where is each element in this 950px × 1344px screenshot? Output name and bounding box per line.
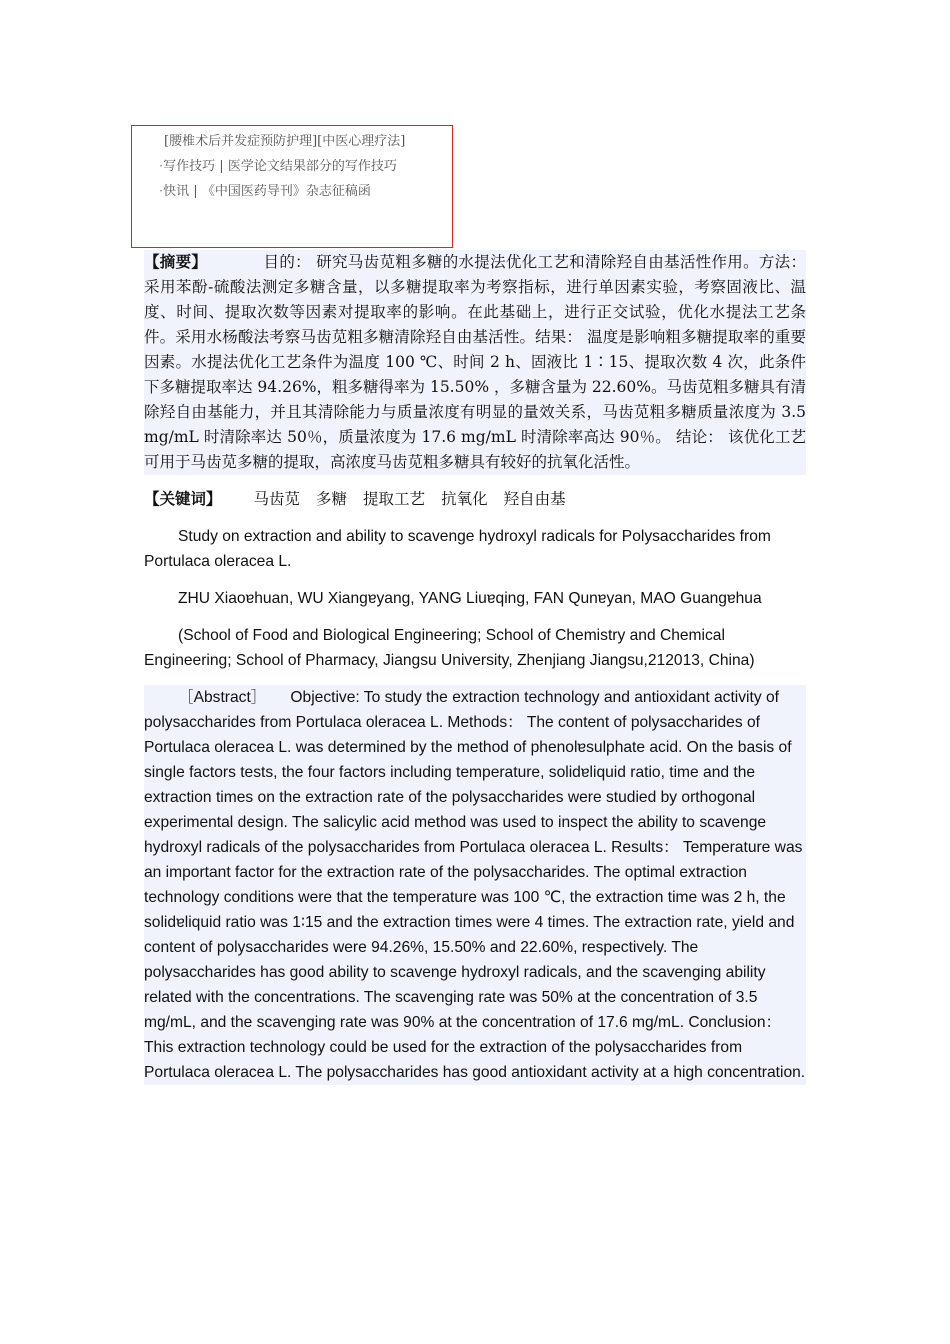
link-tcm-psychotherapy[interactable]: [中医心理疗法] [317, 134, 406, 149]
keyword: 多糖 [316, 490, 348, 508]
bullet-dot: · [159, 184, 164, 199]
keyword: 羟自由基 [503, 490, 566, 508]
separator: | [189, 184, 202, 199]
related-tags-line [159, 129, 452, 154]
keyword: 抗氧化 [441, 490, 488, 508]
abstract-text-cn: 目的： 研究马齿苋粗多糖的水提法优化工艺和清除羟自由基活性作用。方法： 采用苯酚-硫酸法测定多糖含量，以多糖提取率为考察指标，进行单因素实验，考察固液比、温度、时间、提取次数等因素对提取率的影响。在此基础上，进行正交试验，优化水提法工艺条件。采用水杨酸法考察马齿苋粗多糖清除羟自由基活性。结果： 温度是影响粗多糖提取率的重要因素。水提法优化工艺条件为温度 100 ℃、时间 2 h、固液比 1∶15、提取次数 4 次，此条件下多糖提取率达 94.26%，粗多糖得率为 15.50% ，多糖含量为 22.60%。马齿苋粗多糖具有清除羟自由基能力，并且其清除能力与质量浓度有明显的量效关系，马齿苋粗多糖质量浓度为 3.5 mg/mL 时清除率达 50％，质量浓度为 17.6 mg/mL 时清除率高达 90％。 结论： 该优化工艺可用于马齿苋多糖的提取，高浓度马齿苋粗多糖具有较好的抗氧化活性。 [144, 253, 807, 471]
english-affiliation: (School of Food and Biological Engineering; School of Chemistry and Chemical Engineering; School of Pharmacy, Jiangsu University, Zhenjiang Jiangsu,212013, China) [144, 627, 755, 669]
article-body [144, 250, 806, 1085]
separator: | [215, 159, 228, 174]
english-abstract [144, 685, 806, 1085]
related-writing-line [159, 154, 452, 179]
link-results-writing-tips[interactable]: 医学论文结果部分的写作技巧 [227, 159, 397, 174]
link-lumbar-complication-care[interactable]: [腰椎术后并发症预防护理] [164, 134, 318, 149]
keywords-label: 【关键词】 [144, 490, 222, 508]
keyword: 马齿苋 [253, 490, 301, 508]
chinese-abstract [144, 250, 806, 475]
link-writing-tips[interactable]: 写作技巧 [163, 159, 216, 174]
abstract-text-en: Objective: To study the extraction technology and antioxidant activity of polysaccharides from Portulaca oleracea L. Methods： The content of polysaccharides of Portulaca oleracea L. was determined by the method of phenolɐsulphate acid. On the basis of single factors tests, the four factors including temperature, solidɐliquid ratio, time and the extraction times on the extraction rate of the polysaccharides were studied by orthogonal experimental design. The salicylic acid method was used to inspect the ability to scavenge hydroxyl radicals of the polysaccharides from Portulaca oleracea L. Results： Temperature was an important factor for the extraction rate of the polysaccharides. The optimal extraction technology conditions were that the temperature was 100 ℃, the extraction time was 2 h, the solidɐliquid ratio was 1∶15 and the extraction times were 4 times. The extraction rate, yield and content of polysaccharides were 94.26%, 15.50% and 22.60%, respectively. The polysaccharides has good ability to scavenge hydroxyl radicals, and the scavenging ability related with the concentrations. The scavenging rate was 50% at the concentration of 3.5 mg/mL, and the scavenging rate was 90% at the concentration of 17.6 mg/mL. Conclusion： This extraction technology could be used for the extraction of the polysaccharides from Portulaca oleracea L. The polysaccharides has good antioxidant activity at a high concentration. [144, 689, 806, 1081]
english-title: Study on extraction and ability to scavenge hydroxyl radicals for Polysaccharides from Portulaca oleracea L. [144, 528, 771, 570]
link-news[interactable]: 快讯 [163, 184, 190, 199]
keyword: 提取工艺 [363, 490, 426, 508]
abstract-label-cn: 【摘要】 [144, 253, 208, 271]
keywords-line [144, 487, 806, 512]
link-call-for-papers[interactable]: 《中国医药导刊》杂志征稿函 [201, 184, 371, 199]
abstract-label-en: ［Abstract］ [178, 689, 267, 706]
related-news-line [159, 179, 452, 204]
related-links-box [131, 125, 453, 248]
bullet-dot: · [159, 159, 164, 174]
english-authors: ZHU Xiaoɐhuan, WU Xiangɐyang, YANG Liuɐqing, FAN Qunɐyan, MAO Guangɐhua [178, 590, 762, 607]
